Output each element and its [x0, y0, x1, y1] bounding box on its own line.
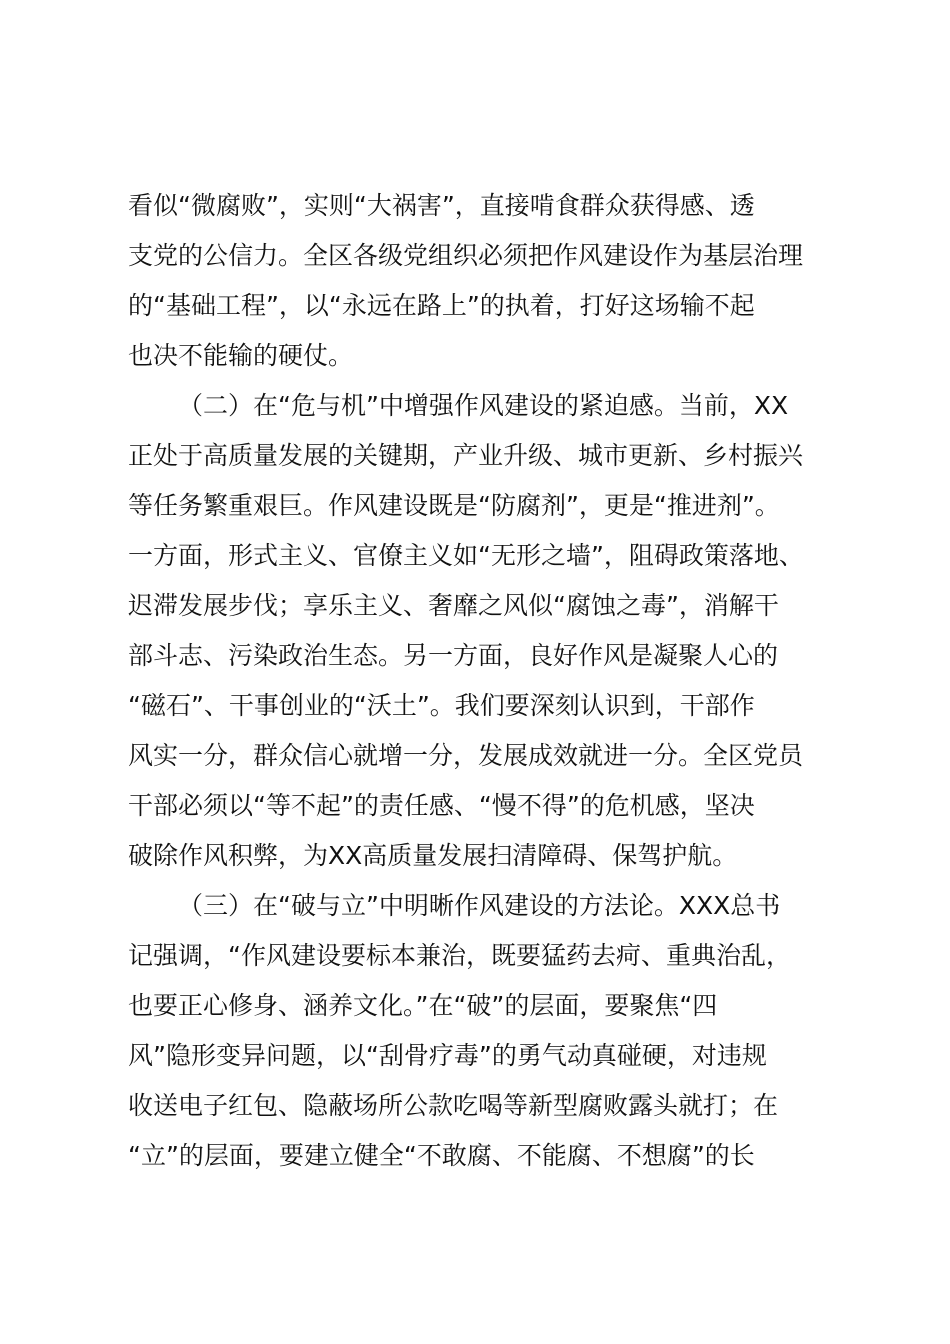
text-line: 也决不能输的硬仗。 [128, 341, 354, 370]
text-line: 的“基础工程”，以“永远在路上”的执着，打好这场输不起 [128, 291, 755, 320]
body-text [128, 181, 838, 1181]
text-line: 支党的公信力。全区各级党组织必须把作风建设作为基层治理 [128, 241, 804, 270]
text-line: “磁石”、干事创业的“沃土”。我们要深刻认识到，干部作 [128, 691, 755, 720]
text-line: 一方面，形式主义、官僚主义如“无形之墙”，阻碍政策落地、 [128, 541, 804, 570]
text-line: 破除作风积弊，为XX高质量发展扫清障碍、保驾护航。 [128, 841, 738, 870]
text-line: （二）在“危与机”中增强作风建设的紧迫感。当前，XX [178, 391, 789, 420]
text-line: 风实一分，群众信心就增一分，发展成效就进一分。全区党员 [128, 741, 804, 770]
text-line: 记强调，“作风建设要标本兼治，既要猛药去疴、重典治乱， [128, 941, 791, 970]
text-line: 迟滞发展步伐；享乐主义、奢靡之风似“腐蚀之毒”，消解干 [128, 591, 779, 620]
text-line: 正处于高质量发展的关键期，产业升级、城市更新、乡村振兴 [128, 441, 804, 470]
text-line: “立”的层面，要建立健全“不敢腐、不能腐、不想腐”的长 [128, 1141, 755, 1170]
text-line: 部斗志、污染政治生态。另一方面，良好作风是凝聚人心的 [128, 641, 779, 670]
text-line: 收送电子红包、隐蔽场所公款吃喝等新型腐败露头就打；在 [128, 1091, 779, 1120]
text-line: 等任务繁重艰巨。作风建设既是“防腐剂”，更是“推进剂”。 [128, 491, 780, 520]
text-line: （三）在“破与立”中明晰作风建设的方法论。XXX总书 [178, 891, 781, 920]
text-line: 风”隐形变异问题，以“刮骨疗毒”的勇气动真碰硬，对违规 [128, 1041, 767, 1070]
text-line: 看似“微腐败”，实则“大祸害”，直接啃食群众获得感、透 [128, 191, 755, 220]
text-line: 干部必须以“等不起”的责任感、“慢不得”的危机感，坚决 [128, 791, 755, 820]
text-line: 也要正心修身、涵养文化。”在“破”的层面，要聚焦“四 [128, 991, 718, 1020]
